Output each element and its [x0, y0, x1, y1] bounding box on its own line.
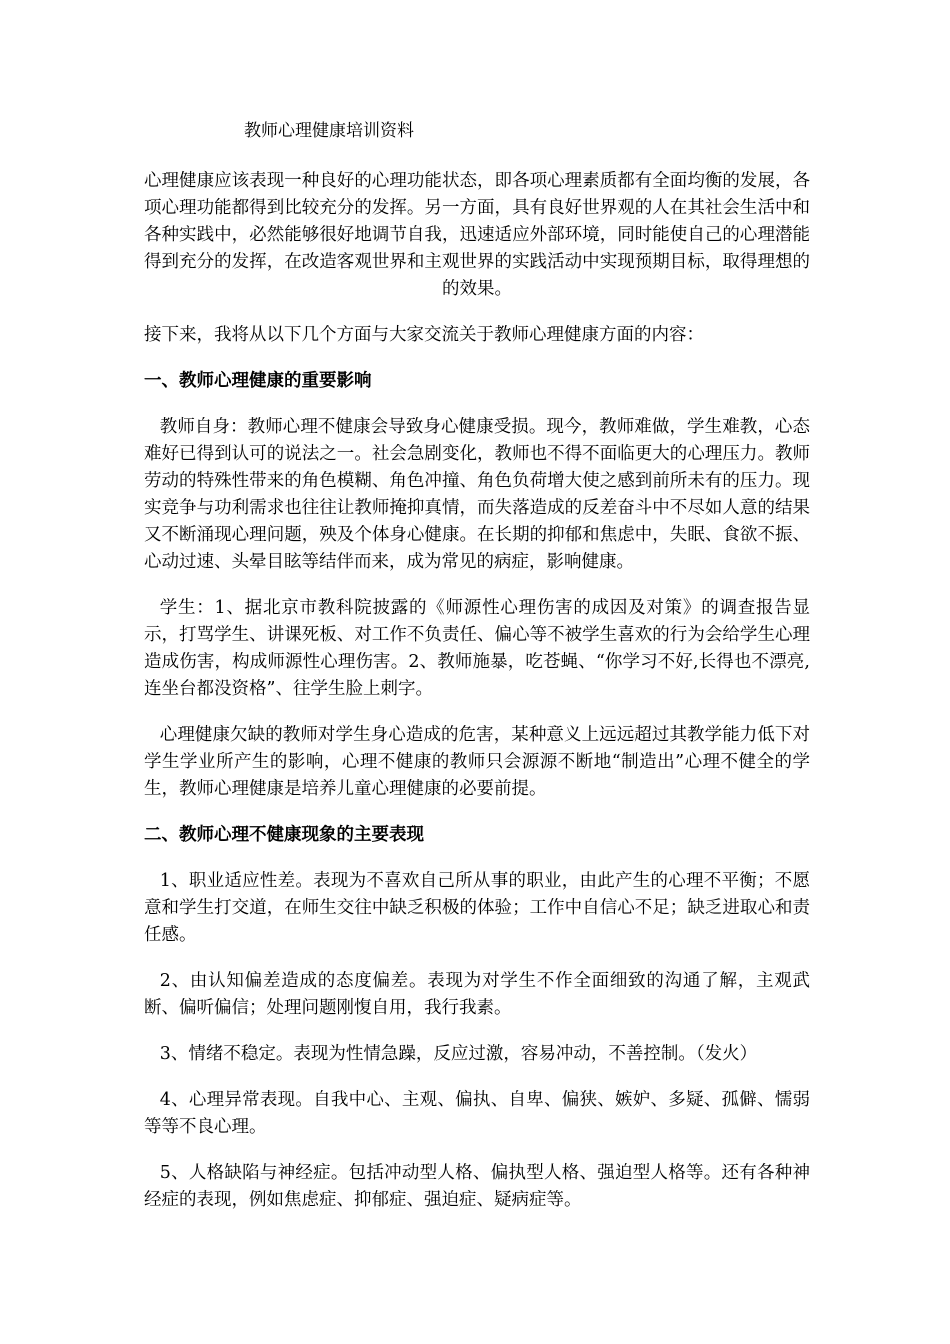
document-page	[144, 118, 810, 1233]
section1-paragraph-student: 学生：1、据北京市教科院披露的《师源性心理伤害的成因及对策》的调查报告显示，打骂学生、讲课死板、对工作不负责任、偏心等不被学生喜欢的行为会给学生心理造成伤害，构成师源性心理伤害。2、教师施暴，吃苍蝇、“你学习不好,长得也不漂亮,连坐台都没资格”、往学生脸上刺字。	[144, 598, 810, 699]
intro-paragraph: 心理健康应该表现一种良好的心理功能状态，即各项心理素质都有全面均衡的发展，各项心理功能都得到比较充分的发挥。另一方面，具有良好世界观的人在其社会生活中和各种实践中，必然能够很好地调节自我，迅速适应外部环境，同时能使自己的心理潜能得到充分的发挥，在改造客观世界和主观世界的实践活动中实现预期目标，取得理想的的效果。	[144, 171, 810, 299]
section2-item-4: 4、心理异常表现。自我中心、主观、偏执、自卑、偏狭、嫉妒、多疑、孤僻、懦弱等等不良心理。	[144, 1090, 810, 1137]
lead-paragraph: 接下来，我将从以下几个方面与大家交流关于教师心理健康方面的内容：	[144, 325, 704, 345]
section1-paragraph-teacher: 教师自身：教师心理不健康会导致身心健康受损。现今，教师难做，学生难教，心态难好已得到认可的说法之一。社会急剧变化，教师也不得不面临更大的心理压力。教师劳动的特殊性带来的角色模糊、角色冲撞、角色负荷增大使之感到前所未有的压力。现实竞争与功利需求也往往让教师掩抑真情，而失落造成的反差奋斗中不尽如人意的结果又不断涌现心理问题，殃及个体身心健康。在长期的抑郁和焦虑中，失眠、食欲不振、心动过速、头晕目眩等结伴而来，成为常见的病症，影响健康。	[144, 417, 810, 572]
section-heading-1: 一、教师心理健康的重要影响	[144, 371, 372, 391]
document-title: 教师心理健康培训资料	[244, 121, 414, 141]
section-heading-2: 二、教师心理不健康现象的主要表现	[144, 825, 424, 845]
section2-item-2: 2、由认知偏差造成的态度偏差。表现为对学生不作全面细致的沟通了解，主观武断、偏听偏信；处理问题刚愎自用，我行我素。	[144, 971, 810, 1018]
section1-paragraph-harm: 心理健康欠缺的教师对学生身心造成的危害，某种意义上远远超过其教学能力低下对学生学业所产生的影响，心理不健康的教师只会源源不断地“制造出”心理不健全的学生，教师心理健康是培养儿童心理健康的必要前提。	[144, 725, 810, 799]
section2-item-3: 3、情绪不稳定。表现为性情急躁，反应过激，容易冲动，不善控制。（发火）	[159, 1044, 758, 1064]
section2-item-1: 1、职业适应性差。表现为不喜欢自己所从事的职业，由此产生的心理不平衡；不愿意和学生打交道，在师生交往中缺乏积极的体验；工作中自信心不足；缺乏进取心和责任感。	[144, 871, 810, 945]
section2-item-5: 5、人格缺陷与神经症。包括冲动型人格、偏执型人格、强迫型人格等。还有各种神经症的表现，例如焦虑症、抑郁症、强迫症、疑病症等。	[144, 1163, 810, 1210]
